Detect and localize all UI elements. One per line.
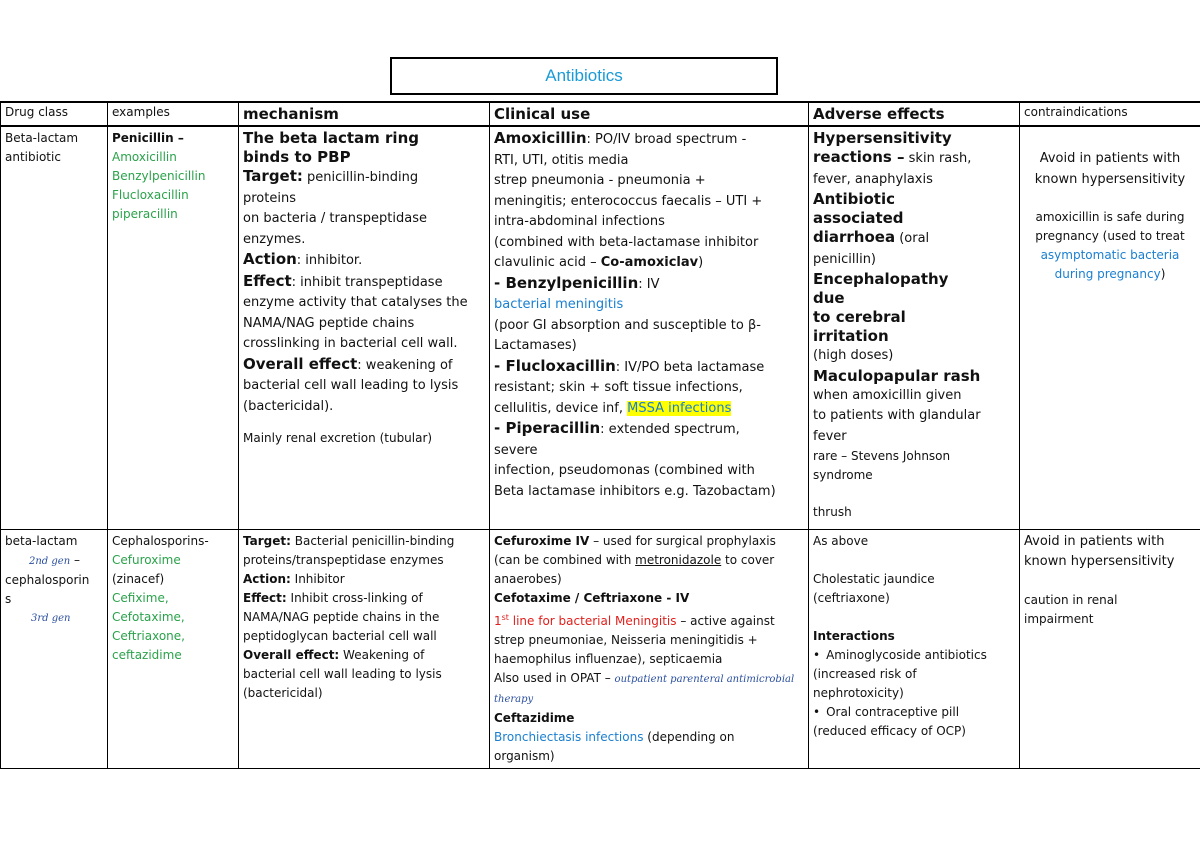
amoxicillin-text: : PO/IV broad spectrum - [586, 132, 747, 147]
clinical-line: (poor GI absorption and susceptible to β- [494, 317, 761, 333]
adverse-line: Interactions [813, 628, 895, 643]
cefuroxime-label: Cefuroxime IV [494, 533, 590, 548]
contra-line: asymptomatic bacteria [1040, 248, 1180, 262]
mechanism-line: The beta lactam ring [243, 129, 419, 147]
adverse-line: due [813, 289, 845, 307]
contra-line: pregnancy (used to treat [1035, 229, 1185, 243]
clinical-use-cell [490, 529, 809, 768]
header-examples: examples [108, 102, 239, 126]
adverse-line: • Aminoglycoside antibiotics [813, 646, 1015, 665]
clinical-text: – active against [676, 613, 775, 628]
example-drug: piperacillin [112, 207, 178, 221]
clinical-line: (combined with beta-lactamase inhibitor [494, 234, 759, 250]
examples-heading: Cephalosporins- [112, 533, 209, 548]
adverse-line: when amoxicillin given [813, 387, 962, 403]
clinical-text: ) [698, 255, 704, 270]
piperacillin-label: - Piperacillin [494, 419, 601, 437]
adverse-line: thrush [813, 505, 852, 519]
piperacillin-text: : extended spectrum, [600, 422, 740, 437]
clinical-line: infection, pseudomonas (combined with [494, 463, 755, 478]
header-contraindications: contraindications [1020, 102, 1200, 126]
clinical-line: Ceftazidime [494, 710, 575, 725]
example-drug: ceftazidime [112, 647, 182, 662]
clinical-line: anaerobes) [494, 571, 562, 586]
action-text: : inhibitor. [296, 253, 363, 268]
mechanism-line: enzymes. [243, 231, 306, 247]
mssa-highlight: MSSA infections [627, 400, 732, 416]
mechanism-line: enzyme activity that catalyses the [243, 295, 468, 310]
clinical-text: (can be combined with [494, 552, 636, 567]
clinical-text: to cover [721, 552, 775, 567]
clinical-text: (depending on [643, 729, 735, 744]
contra-line: caution in renal [1024, 592, 1118, 607]
examples-cell [108, 529, 239, 768]
clinical-text: – used for surgical prophylaxis [589, 533, 776, 548]
header-clinical-use: Clinical use [490, 102, 809, 126]
contra-line: Avoid in patients with [1039, 151, 1181, 166]
adverse-line: As above [813, 533, 869, 548]
clinical-red-sup: st [501, 612, 509, 622]
contraindications-cell [1020, 126, 1200, 529]
action-label: Action: [243, 571, 291, 586]
adverse-line: rare – Stevens Johnson [813, 449, 951, 463]
example-drug-brand: (zinacef) [112, 571, 165, 586]
adverse-line: irritation [813, 327, 889, 345]
adverse-text: skin rash, [904, 151, 972, 166]
mechanism-line: (bactericidal) [243, 685, 323, 700]
header-drug-class: Drug class [1, 102, 108, 126]
contraindications-cell [1020, 529, 1200, 768]
adverse-line: Maculopapular rash [813, 366, 981, 385]
example-drug: Benzylpenicillin [112, 169, 206, 183]
mechanism-line: proteins [243, 190, 296, 206]
effect-label: Effect [243, 271, 292, 290]
effect-text: Inhibit cross-linking of [286, 590, 423, 605]
adverse-line: associated [813, 209, 904, 227]
drug-class-cell [1, 126, 108, 529]
adverse-line: penicillin) [813, 251, 877, 267]
example-drug: Amoxicillin [112, 150, 177, 164]
clinical-line: resistant; skin + soft tissue infections, [494, 380, 743, 395]
mechanism-cell [239, 529, 490, 768]
examples-heading: Penicillin – [112, 131, 184, 145]
flucloxacillin-label: - Flucloxacillin [494, 356, 616, 375]
adverse-line: to patients with glandular [813, 408, 981, 423]
example-drug: Cefotaxime, [112, 609, 185, 624]
overall-text: : weakening of [357, 357, 453, 373]
adverse-line: to cerebral [813, 308, 906, 326]
benzylpenicillin-label: - Benzylpenicillin [494, 273, 639, 292]
handwritten-note: 2nd gen [29, 555, 71, 567]
clinical-blue: Bronchiectasis infections [494, 729, 644, 744]
contra-line: known hypersensitivity [1034, 171, 1186, 187]
mechanism-line: bacterial cell wall leading to lysis [243, 666, 442, 681]
adverse-line: Hypersensitivity [813, 129, 952, 147]
clinical-text: cellulitis, device inf, [494, 400, 628, 416]
benzylpenicillin-text: : IV [638, 276, 660, 292]
example-drug: Cefuroxime [112, 552, 181, 567]
adverse-line: Cholestatic jaundice [813, 571, 935, 586]
clinical-line: severe [494, 442, 538, 458]
title-box [390, 57, 778, 95]
co-amoxiclav: Co-amoxiclav [600, 255, 699, 270]
mechanism-line: crosslinking in bacterial cell wall. [243, 336, 458, 351]
mechanism-line: NAMA/NAG peptide chains in the [243, 609, 440, 624]
table-row [1, 529, 1200, 768]
mechanism-line: binds to PBP [243, 148, 351, 166]
examples-cell [108, 126, 239, 529]
clinical-line: Cefotaxime / Ceftriaxone - IV [494, 590, 690, 605]
clinical-red: 1 [494, 613, 502, 628]
adverse-effects-cell [809, 529, 1020, 768]
contra-text: ) [1160, 267, 1166, 281]
overall-text: Weakening of [339, 647, 425, 662]
mechanism-line: NAMA/NAG peptide chains [243, 315, 415, 331]
target-label: Target: [243, 167, 303, 185]
adverse-line: (increased risk of [813, 666, 917, 681]
metronidazole: metronidazole [635, 552, 722, 567]
clinical-line: Beta lactamase inhibitors e.g. Tazobactam) [494, 483, 776, 499]
mechanism-line: peptidoglycan bacterial cell wall [243, 628, 437, 643]
example-drug: Ceftriaxone, [112, 628, 185, 643]
clinical-line: meningitis; enterococcus faecalis – UTI + [494, 193, 763, 209]
mechanism-line: bacterial cell wall leading to lysis [243, 378, 459, 393]
benzylpenicillin-use: bacterial meningitis [494, 297, 624, 312]
adverse-line: • Oral contraceptive pill [813, 703, 1015, 722]
contra-line: Avoid in patients with [1024, 533, 1165, 549]
drug-class-line: s [5, 591, 12, 606]
adverse-bold: reactions – [813, 148, 905, 166]
target-label: Target: [243, 533, 291, 548]
adverse-effects-cell [809, 126, 1020, 529]
clinical-line: haemophilus influenzae), septicaemia [494, 651, 723, 666]
clinical-text: Also used in OPAT – [494, 670, 611, 685]
adverse-bold: diarrhoea [813, 228, 896, 246]
clinical-text: clavulinic acid – [494, 255, 601, 270]
handwritten-note: outpatient parenteral antimicrobial therapy [494, 673, 795, 705]
drug-class-cell [1, 529, 108, 768]
clinical-line: intra-abdominal infections [494, 214, 665, 229]
contra-line: amoxicillin is safe during [1035, 210, 1185, 224]
adverse-line: fever [813, 428, 847, 444]
adverse-text: (oral [895, 231, 930, 246]
drug-class-line: antibiotic [5, 150, 61, 164]
clinical-line: RTI, UTI, otitis media [494, 152, 629, 168]
mechanism-line: proteins/transpeptidase enzymes [243, 552, 444, 567]
drug-class-line: Beta-lactam [5, 131, 79, 145]
contra-text: during pregnancy [1054, 267, 1161, 281]
header-mechanism: mechanism [239, 102, 490, 126]
action-label: Action [243, 250, 297, 268]
amoxicillin-label: Amoxicillin [494, 129, 587, 147]
adverse-line: (ceftriaxone) [813, 590, 890, 605]
target-text: Bacterial penicillin-binding [290, 533, 455, 548]
adverse-line: Encephalopathy [813, 270, 949, 288]
adverse-line: nephrotoxicity) [813, 685, 904, 700]
header-adverse-effects: Adverse effects [809, 102, 1020, 126]
contra-line: known hypersensitivity [1024, 554, 1175, 569]
overall-label: Overall effect [243, 354, 358, 373]
clinical-line: organism) [494, 748, 555, 763]
flucloxacillin-text: : IV/PO beta lactamase [615, 359, 765, 375]
adverse-line: syndrome [813, 468, 873, 482]
adverse-line: (reduced efficacy of OCP) [813, 723, 966, 738]
table-row [1, 126, 1200, 529]
clinical-line: strep pneumoniae, Neisseria meningitidis + [494, 632, 758, 647]
antibiotics-table [0, 101, 1200, 769]
target-text: penicillin-binding [302, 170, 419, 185]
mechanism-line: (bactericidal). [243, 398, 334, 414]
header-row [1, 102, 1200, 126]
clinical-line: strep pneumonia - pneumonia + [494, 173, 706, 188]
handwritten-note: 3rd gen [31, 612, 71, 624]
contra-line: impairment [1024, 611, 1094, 626]
drug-class-line: cephalosporin [5, 572, 90, 587]
clinical-line: Lactamases) [494, 338, 577, 353]
action-text: Inhibitor [290, 571, 345, 586]
example-drug: Cefixime, [112, 590, 169, 605]
clinical-red: line for bacterial Meningitis [508, 613, 677, 628]
excretion-note: Mainly renal excretion (tubular) [243, 431, 433, 445]
adverse-line: (high doses) [813, 348, 894, 363]
adverse-line: fever, anaphylaxis [813, 171, 933, 187]
mechanism-cell [239, 126, 490, 529]
effect-label: Effect: [243, 590, 287, 605]
mechanism-line: on bacteria / transpeptidase [243, 211, 427, 226]
effect-text: : inhibit transpeptidase [291, 274, 443, 290]
drug-class-line: beta-lactam [5, 533, 78, 548]
example-drug: Flucloxacillin [112, 188, 189, 202]
overall-label: Overall effect: [243, 647, 340, 662]
drug-class-line: – [73, 552, 80, 567]
page-title: Antibiotics [545, 66, 623, 85]
adverse-line: Antibiotic [813, 190, 895, 208]
clinical-use-cell [490, 126, 809, 529]
